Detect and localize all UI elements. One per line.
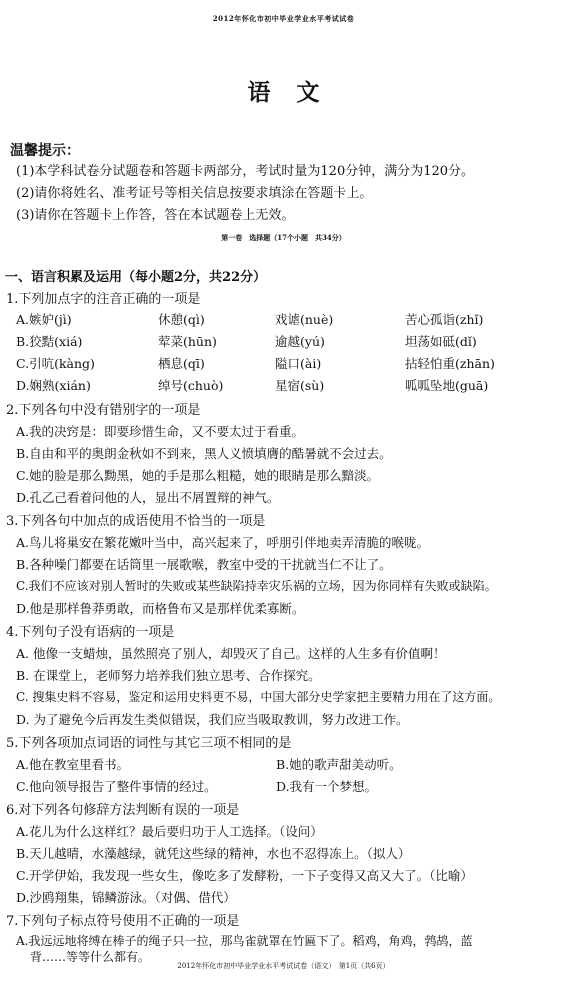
page-footer: 2012年怀化市初中毕业学业水平考试试卷（语文） 第1页（共6页）: [177, 962, 390, 970]
question-1-stem: 1.下列加点字的注音正确的一项是: [6, 292, 201, 307]
part-title: 一、语言积累及运用（每小题2分，共22分）: [5, 270, 267, 285]
q3-option: C.我们不应该对别人暂时的失败或某些缺陷持幸灾乐祸的立场，因为你同样有失败或缺陷。: [16, 579, 497, 593]
q3-option: D.他是那样鲁莽勇敢，而格鲁布又是那样优柔寡断。: [16, 601, 305, 616]
q5-option: A.他在教室里看书。: [16, 757, 130, 772]
question-5-stem: 5.下列各项加点词语的词性与其它三项不相同的是: [6, 736, 292, 751]
q1-option: 拈轻怕重(zhān): [405, 356, 495, 371]
tip-item: (3)请你在答题卡上作答，答在本试题卷上无效。: [16, 208, 295, 223]
q6-option: C.开学伊始，我发现一些女生，像吃多了发酵粉，一下子变得又高又大了。（比喻）: [16, 868, 473, 883]
q1-option: 栖息(qī): [158, 356, 205, 371]
q1-option: D.娴熟(xián): [16, 378, 91, 393]
exam-title: 2012年怀化市初中毕业学业水平考试试卷: [212, 14, 355, 23]
question-6-stem: 6.对下列各句修辞方法判断有误的一项是: [6, 803, 240, 818]
q5-option: C.他向领导报告了整件事情的经过。: [16, 779, 217, 794]
q2-option: D.孔乙己看着问他的人，显出不屑置辩的神气。: [16, 490, 280, 505]
q1-option: 休憩(qì): [158, 312, 205, 327]
q1-option: 隘口(ài): [275, 356, 322, 371]
question-4-stem: 4.下列句子没有语病的一项是: [6, 625, 175, 640]
q6-option: B.天儿越晴，水藻越绿，就凭这些绿的精神，水也不忍得冻上。（拟人）: [16, 846, 411, 861]
q7-option-continued: 背……等等什么都有。: [30, 950, 151, 964]
q4-option: A. 他像一支蜡烛，虽然照亮了别人，却毁灭了自己。这样的人生多有价值啊！: [16, 646, 446, 661]
q1-option: 星宿(sù): [275, 378, 325, 393]
q5-option: D.我有一个梦想。: [276, 779, 378, 794]
question-7-stem: 7.下列句子标点符号使用不正确的一项是: [6, 914, 240, 929]
question-3-stem: 3.下列各句中加点的成语使用不恰当的一项是: [6, 514, 266, 529]
q3-option: A.鸟儿将巢安在繁花嫩叶当中，高兴起来了，呼朋引伴地卖弄清脆的喉咙。: [16, 535, 430, 550]
q2-option: A.我的决窍是：即要珍惜生命，又不要太过于看重。: [16, 424, 305, 439]
q6-option: A.花儿为什么这样红？最后要归功于人工选择。（设问）: [16, 824, 323, 839]
q2-option: B.自由和平的奥朗金秋如不到来，黑人义愤填膺的酷暑就不会过去。: [16, 446, 392, 461]
q2-option: C.她的脸是那么黝黑，她的手是那么粗糙，她的眼睛是那么黯淡。: [16, 468, 380, 483]
q5-option: B.她的歌声甜美动听。: [276, 757, 402, 772]
question-2-stem: 2.下列各句中没有错别字的一项是: [6, 403, 201, 418]
q1-option: A.嫉妒(jì): [16, 312, 72, 327]
section-title: 第一卷 选择题（17个小题 共34分）: [221, 233, 346, 242]
q7-option: A.我远远地将缚在棒子的绳子只一拉，那鸟雀就罩在竹匾下了。稻鸡，角鸡，鹁鸪，蓝: [16, 934, 473, 948]
q4-option: D. 为了避免今后再发生类似错误，我们应当吸取教训，努力改进工作。: [16, 712, 409, 727]
q6-option: D.沙鸥翔集，锦鳞游泳。（对偶、借代）: [16, 890, 236, 905]
q1-option: 绰号(chuò): [158, 378, 224, 393]
q3-option: B.各种噪门都要在话筒里一展歌喉，教室中受的干扰就当仁不让了。: [16, 557, 392, 572]
q1-option: 坦荡如砥(dǐ): [405, 334, 477, 349]
q1-option: 呱呱坠地(guā): [405, 378, 489, 393]
q1-option: 逾越(yú): [275, 334, 325, 349]
tip-item: (1)本学科试卷分试题卷和答题卡两部分，考试时量为120分钟，满分为120分。: [16, 164, 475, 179]
q4-option: B. 在课堂上，老师努力培养我们独立思考、合作探究。: [16, 668, 321, 683]
q1-option: 苦心孤诣(zhǐ): [405, 312, 484, 327]
q1-option: C.引吭(kàng): [16, 356, 95, 371]
q1-option: 戏谑(nuè): [275, 312, 334, 327]
tip-item: (2)请你将姓名、准考证号等相关信息按要求填涂在答题卡上。: [16, 186, 373, 201]
q1-option: 荤菜(hūn): [158, 334, 217, 349]
q4-option: C. 搜集史料不容易，鉴定和运用史料更不易，中国大部分史学家把主要精力用在了这方面。: [16, 690, 501, 704]
subject-title: 语文: [247, 79, 346, 106]
tips-heading: 温馨提示：: [10, 143, 80, 159]
q1-option: B.狡黠(xiá): [16, 334, 83, 349]
